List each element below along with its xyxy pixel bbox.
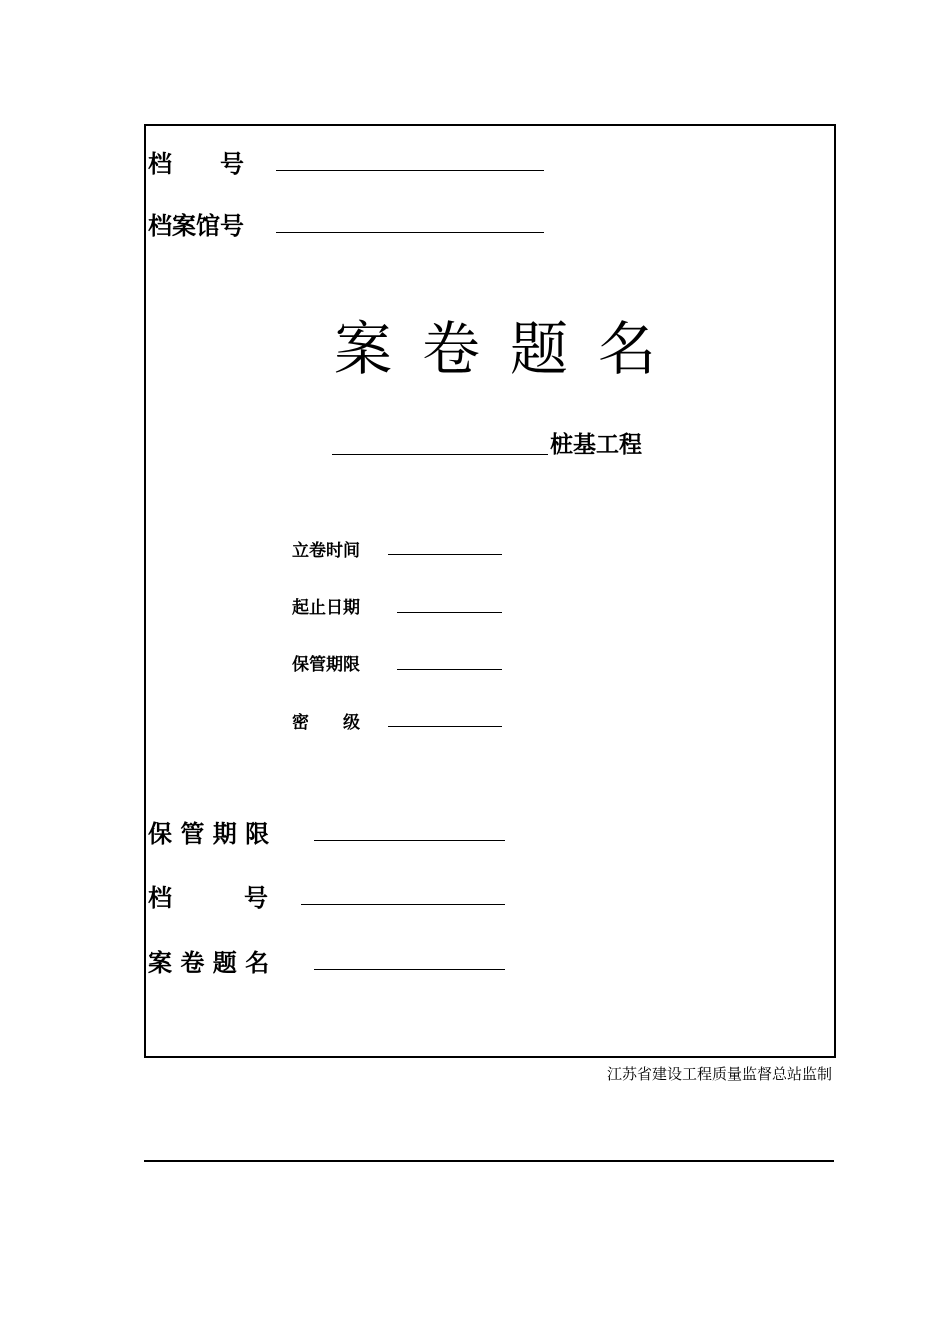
archive-no-label: 档 号 [148,150,244,178]
archive-no-field[interactable] [276,170,544,171]
project-name-field[interactable] [332,454,548,455]
cover-frame [144,124,836,1058]
filing-time-field[interactable] [388,554,502,555]
bottom-divider [144,1160,834,1162]
spine-retention-field[interactable] [314,840,505,841]
spine-title-label: 案 卷 题 名 [148,949,270,977]
publisher-footer: 江苏省建设工程质量监督总站监制 [606,1065,832,1083]
archive-hall-no-field[interactable] [276,232,544,233]
archive-hall-no-label: 档案馆号 [148,212,244,240]
spine-title-field[interactable] [314,969,505,970]
retention-label: 保管期限 [292,655,360,675]
spine-archive-no-field[interactable] [301,904,505,905]
subtitle-suffix: 桩基工程 [550,432,642,458]
retention-field[interactable] [397,669,502,670]
page-title: 案卷题名 [334,315,687,383]
filing-time-label: 立卷时间 [292,541,360,561]
secrecy-label: 密 级 [292,713,360,733]
date-range-label: 起止日期 [292,598,360,618]
spine-archive-no-label: 档 号 [148,884,268,912]
spine-retention-label: 保 管 期 限 [148,820,270,848]
secrecy-field[interactable] [388,726,502,727]
date-range-field[interactable] [397,612,502,613]
